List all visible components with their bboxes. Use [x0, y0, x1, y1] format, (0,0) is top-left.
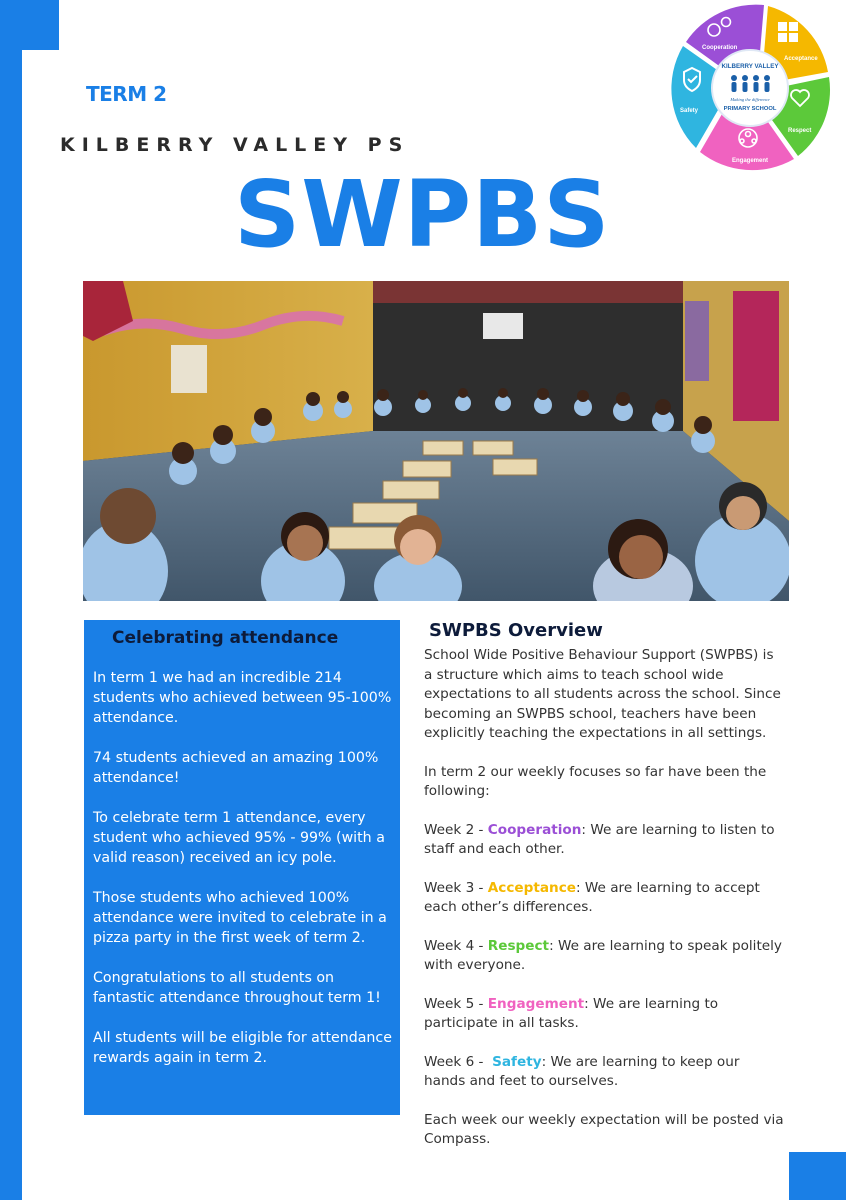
week-text: : We are learning to accept each other’s differences. [424, 879, 760, 915]
overview-title: SWPBS Overview [429, 620, 603, 641]
week-item [424, 1053, 784, 1092]
logo-label-engagement: Engagement [732, 158, 769, 164]
week-value-safety: Safety [492, 1053, 542, 1070]
week-item [424, 821, 784, 860]
week-value-respect: Respect [487, 937, 550, 954]
logo-motto: Making the difference [730, 97, 770, 102]
attendance-paragraph: 74 students achieved an amazing 100% attendance! [93, 750, 379, 786]
week-label: Week 4 - [424, 937, 488, 954]
top-left-accent-block [0, 0, 59, 50]
bottom-right-accent-block [789, 1152, 846, 1200]
attendance-panel [84, 620, 400, 1115]
attendance-paragraph: Those students who achieved 100% attendance were invited to celebrate in a pizza party in the first week of term 2. [93, 890, 387, 946]
week-text: : We are learning to speak politely with everyone. [424, 937, 782, 973]
attendance-paragraph: All students will be eligible for attendance rewards again in term 2. [93, 1030, 392, 1066]
week-item [424, 879, 784, 918]
week-text: : We are learning to keep our hands and feet to ourselves. [424, 1053, 740, 1089]
week-value-engagement: Engagement [487, 995, 585, 1012]
overview-closing: Each week our weekly expectation will be posted via Compass. [424, 1111, 784, 1147]
week-value-cooperation: Cooperation [487, 821, 582, 838]
page-title: SWPBS [234, 161, 611, 268]
overview-body [424, 646, 784, 1169]
logo-school-top: KILBERRY VALLEY [721, 63, 779, 70]
week-item [424, 937, 784, 976]
logo-center [712, 50, 788, 126]
week-value-acceptance: Acceptance [487, 879, 576, 896]
pizza-party-photo [83, 281, 789, 601]
school-name: KILBERRY VALLEY PS [60, 134, 410, 156]
logo-label-cooperation: Cooperation [702, 45, 738, 51]
week-text: : We are learning to participate in all tasks. [424, 995, 719, 1031]
week-label: Week 2 - [424, 821, 488, 838]
logo-label-acceptance: Acceptance [784, 56, 818, 62]
week-text: : We are learning to listen to staff and each other. [424, 821, 775, 857]
logo-school-bottom: PRIMARY SCHOOL [723, 106, 777, 112]
week-label: Week 5 - [424, 995, 488, 1012]
attendance-paragraph: In term 1 we had an incredible 214 students who achieved between 95-100% attendance. [93, 670, 392, 726]
overview-focus-intro: In term 2 our weekly focuses so far have been the following: [424, 763, 767, 799]
logo-label-respect: Respect [788, 128, 812, 134]
overview-intro: School Wide Positive Behaviour Support (SWPBS) is a structure which aims to teach school wide expectations to all students across the school. Since becoming an SWPBS school, teachers have been explicitly teaching the expectations in all settings. [424, 647, 781, 741]
school-values-logo [664, 2, 836, 174]
term-label: TERM 2 [86, 82, 167, 106]
week-item [424, 995, 784, 1034]
attendance-title: Celebrating attendance [112, 628, 339, 648]
attendance-paragraph: To celebrate term 1 attendance, every student who achieved 95% - 99% (with a valid reason) received an icy pole. [93, 810, 385, 866]
week-label: Week 6 - [424, 1053, 493, 1070]
attendance-body [93, 668, 393, 1088]
left-accent-bar [0, 0, 22, 1200]
week-label: Week 3 - [424, 879, 488, 896]
attendance-paragraph: Congratulations to all students on fantastic attendance throughout term 1! [93, 970, 381, 1006]
logo-label-safety: Safety [680, 108, 699, 114]
